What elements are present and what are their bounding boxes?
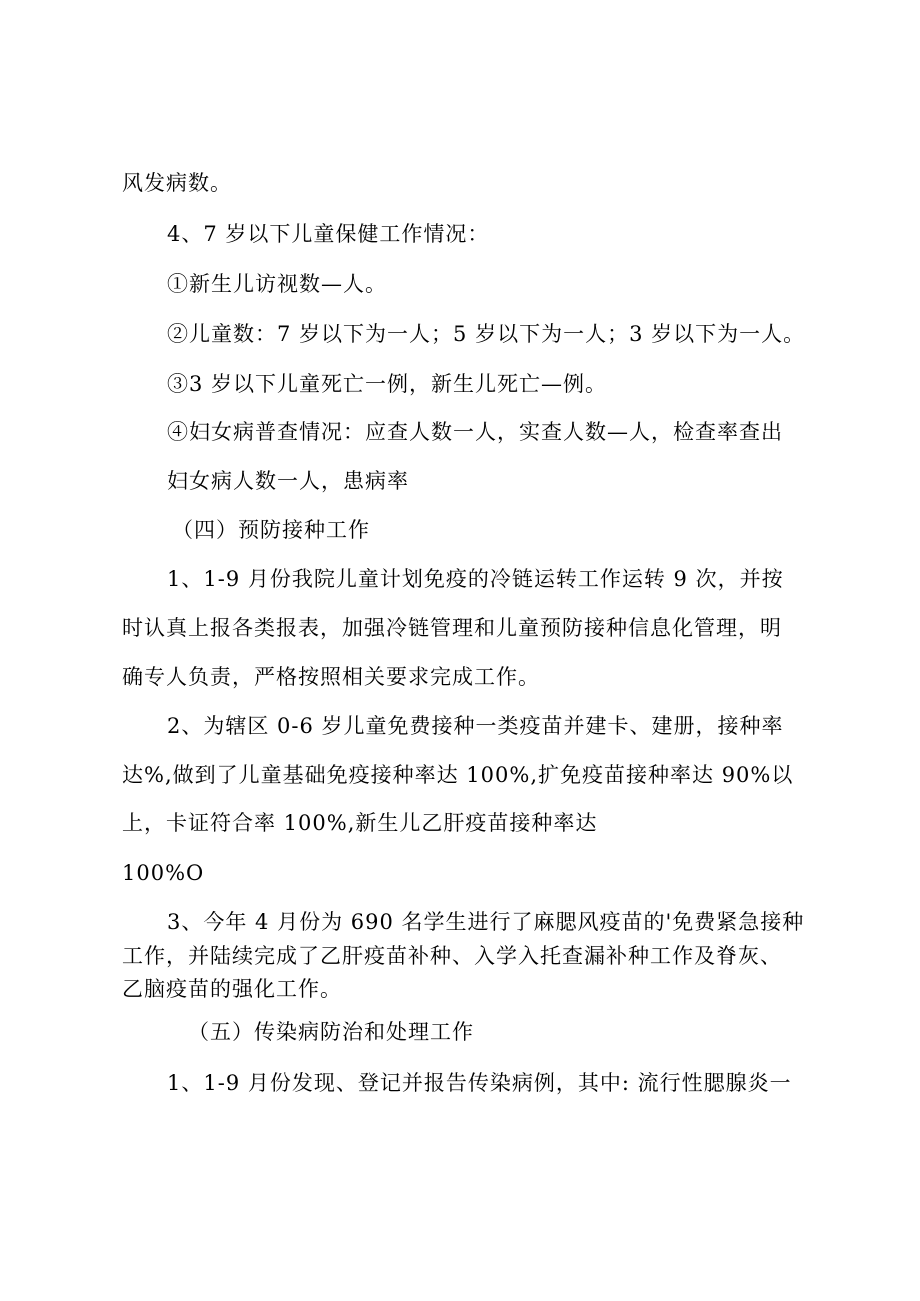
paragraph-line: 时认真上报各类报表，加强冷链管理和儿童预防接种信息化管理，明 xyxy=(122,616,782,640)
paragraph-line: 3、今年 4 月份为 690 名学生进行了麻腮风疫苗的'免费紧急接种 xyxy=(167,910,805,934)
paragraph-line: 达%,做到了儿童基础免疫接种率达 100%,扩免疫苗接种率达 90%以 xyxy=(122,763,794,787)
paragraph-line: ④妇女病普查情况：应查人数一人，实查人数—人，检查率查出 xyxy=(167,420,783,444)
paragraph-line: ③3 岁以下儿童死亡一例，新生儿死亡—例。 xyxy=(167,372,608,396)
paragraph-line: 4、7 岁以下儿童保健工作情况： xyxy=(167,222,490,246)
paragraph-line: 1、1-9 月份发现、登记并报告传染病例，其中: 流行性腮腺炎一 xyxy=(167,1071,792,1095)
paragraph-line: 确专人负责，严格按照相关要求完成工作。 xyxy=(122,665,540,689)
paragraph-line: 100%O xyxy=(122,861,205,885)
section-heading: （四）预防接种工作 xyxy=(172,518,370,542)
paragraph-line: 风发病数。 xyxy=(122,171,232,195)
paragraph-line: 2、为辖区 0-6 岁儿童免费接种一类疫苗并建卡、建册，接种率 xyxy=(167,714,784,738)
paragraph-line: 上，卡证符合率 100%,新生儿乙肝疫苗接种率达 xyxy=(122,811,598,835)
paragraph-line: 乙脑疫苗的强化工作。 xyxy=(122,977,342,1001)
paragraph-line: 1、1-9 月份我院儿童计划免疫的冷链运转工作运转 9 次，并按 xyxy=(167,567,784,591)
section-heading: （五）传染病防治和处理工作 xyxy=(188,1020,474,1044)
paragraph-line: 工作，并陆续完成了乙肝疫苗补种、入学入托查漏补种工作及脊灰、 xyxy=(122,944,782,968)
paragraph-line: 妇女病人数一人，患病率 xyxy=(167,469,409,493)
paragraph-line: ①新生儿访视数—人。 xyxy=(167,272,387,296)
paragraph-line: ②儿童数：7 岁以下为一人；5 岁以下为一人；3 岁以下为一人。 xyxy=(167,322,806,346)
